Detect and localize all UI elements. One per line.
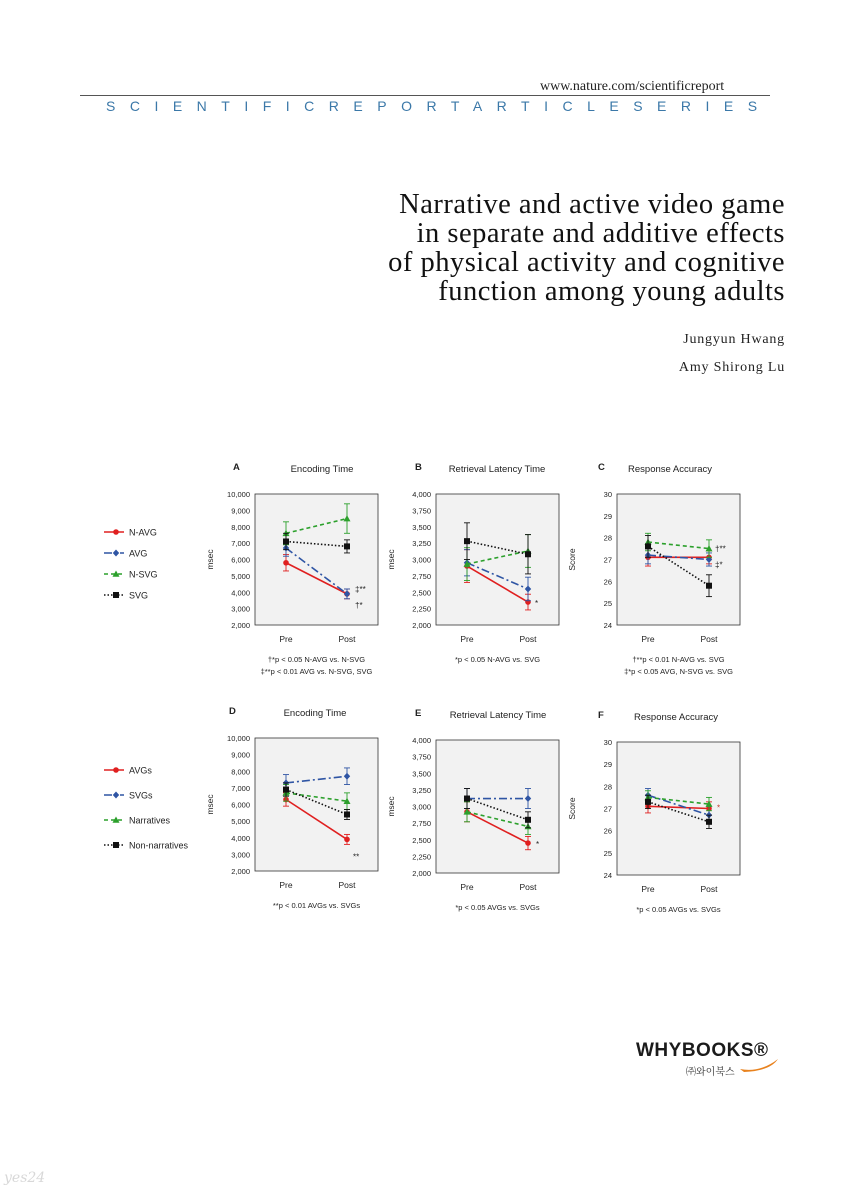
y-tick-label: 4,000 (231, 833, 250, 843)
panel-letter: E (415, 708, 422, 719)
panel-footnote: †**p < 0.01 N-AVG vs. SVG (632, 655, 725, 664)
plot-area (255, 738, 378, 871)
logo-swoosh-icon (740, 1057, 780, 1073)
y-tick-label: 26 (603, 826, 612, 836)
y-tick-label: 6,000 (231, 800, 250, 810)
y-tick-label: 2,500 (412, 588, 431, 598)
y-tick-label: 10,000 (227, 490, 250, 499)
y-axis-label: msec (205, 794, 215, 815)
significance-annotation: ‡* (715, 560, 723, 570)
legend-marker (113, 529, 119, 535)
y-tick-label: 3,250 (412, 785, 431, 795)
y-tick-label: 24 (603, 871, 612, 880)
significance-annotation: †* (355, 600, 363, 610)
y-tick-label: 10,000 (227, 734, 250, 743)
y-tick-label: 4,000 (412, 736, 431, 745)
x-tick-label: Post (519, 634, 537, 644)
data-point (706, 819, 712, 825)
legend-label: N-SVG (129, 569, 158, 580)
panel-title: Encoding Time (290, 464, 354, 475)
panel-title: Retrieval Latency Time (449, 710, 547, 721)
y-tick-label: 2,000 (231, 621, 250, 630)
data-point (283, 787, 289, 793)
panel-letter: A (233, 462, 240, 473)
y-tick-label: 5,000 (231, 571, 250, 581)
legend-marker (113, 592, 119, 598)
author-name: Jungyun Hwang (683, 332, 785, 347)
plot-area (436, 494, 559, 625)
data-point (645, 543, 651, 549)
x-tick-label: Pre (279, 634, 293, 644)
y-tick-label: 2,000 (412, 621, 431, 630)
logo-korean-name: ㈜와이북스 (686, 1067, 735, 1078)
y-tick-label: 2,250 (412, 852, 431, 862)
y-tick-label: 4,000 (231, 588, 250, 598)
y-tick-label: 3,500 (412, 769, 431, 779)
y-tick-label: 2,500 (412, 835, 431, 845)
title-line: Narrative and active video game (399, 189, 785, 220)
panel-footnote: *p < 0.05 AVGs vs. SVGs (455, 903, 540, 912)
y-tick-label: 28 (603, 533, 612, 543)
panel-title: Response Accuracy (634, 712, 718, 723)
x-tick-label: Pre (279, 880, 293, 890)
data-point (525, 840, 531, 846)
y-tick-label: 5,000 (231, 817, 250, 827)
panel-footnote: *p < 0.05 N-AVG vs. SVG (454, 655, 541, 664)
data-point (464, 538, 470, 544)
legend-label: N-AVG (129, 527, 157, 538)
y-tick-label: 24 (603, 621, 612, 630)
y-tick-label: 7,000 (231, 539, 250, 549)
panel-letter: C (598, 462, 605, 473)
y-tick-label: 26 (603, 577, 612, 587)
article-title (305, 190, 785, 306)
y-tick-label: 2,000 (231, 867, 250, 876)
y-axis-label: Score (567, 797, 577, 820)
y-tick-label: 6,000 (231, 555, 250, 565)
y-tick-label: 9,000 (231, 506, 250, 516)
y-tick-label: 28 (603, 782, 612, 792)
y-tick-label: 29 (603, 760, 612, 770)
legend-marker (113, 767, 119, 773)
y-tick-label: 3,250 (412, 539, 431, 549)
author-name: Amy Shirong Lu (678, 360, 785, 375)
y-tick-label: 3,500 (412, 522, 431, 532)
y-tick-label: 3,000 (412, 802, 431, 812)
legend-label: SVG (129, 590, 149, 601)
x-tick-label: Post (700, 884, 718, 894)
x-tick-label: Post (519, 882, 537, 892)
significance-annotation: ‡** (355, 584, 366, 594)
panel-letter: F (598, 710, 604, 721)
legend-label: AVG (129, 548, 148, 559)
y-axis-label: msec (386, 549, 396, 570)
data-point (525, 817, 531, 823)
y-tick-label: 4,000 (412, 490, 431, 499)
significance-annotation: * (535, 599, 539, 609)
data-point (525, 551, 531, 557)
title-line: function among young adults (438, 276, 785, 307)
y-tick-label: 8,000 (231, 767, 250, 777)
publisher-logo (636, 1040, 786, 1080)
significance-annotation: ** (353, 852, 360, 862)
x-tick-label: Post (338, 880, 356, 890)
figure-panels (0, 440, 849, 940)
data-point (706, 583, 712, 589)
legend-label: Narratives (129, 815, 171, 826)
y-tick-label: 2,000 (412, 869, 431, 878)
data-point (464, 796, 470, 802)
panel-footnote: †*p < 0.05 N-AVG vs. N-SVG (267, 655, 366, 664)
x-tick-label: Post (338, 634, 356, 644)
panel-letter: D (229, 706, 236, 717)
y-tick-label: 27 (603, 555, 612, 565)
data-point (344, 811, 350, 817)
data-point (645, 799, 651, 805)
legend-marker (113, 792, 119, 799)
x-tick-label: Post (700, 634, 718, 644)
data-point (344, 837, 350, 843)
y-axis-label: Score (567, 548, 577, 571)
y-tick-label: 7,000 (231, 783, 250, 793)
plot-area (436, 740, 559, 873)
logo-wordmark: WHYBOOKS® (636, 1040, 769, 1061)
y-tick-label: 3,000 (231, 604, 250, 614)
significance-annotation: * (717, 803, 721, 813)
panel-letter: B (415, 462, 422, 473)
y-axis-label: msec (205, 549, 215, 570)
y-tick-label: 9,000 (231, 750, 250, 760)
y-tick-label: 8,000 (231, 522, 250, 532)
panel-title: Retrieval Latency Time (448, 464, 546, 475)
data-point (283, 560, 289, 566)
y-tick-label: 25 (603, 848, 612, 858)
significance-annotation: †** (715, 544, 726, 554)
y-tick-label: 27 (603, 804, 612, 814)
panel-footnote: *p < 0.05 AVGs vs. SVGs (636, 905, 721, 914)
title-line: of physical activity and cognitive (388, 247, 785, 278)
journal-url: www.nature.com/scientificreport (540, 79, 725, 94)
y-tick-label: 2,250 (412, 604, 431, 614)
panel-footnote: **p < 0.01 AVGs vs. SVGs (272, 901, 361, 910)
x-tick-label: Pre (641, 884, 655, 894)
legend-marker (113, 842, 119, 848)
y-tick-label: 30 (603, 490, 612, 499)
panel-title: Response Accuracy (628, 464, 712, 475)
x-tick-label: Pre (460, 882, 474, 892)
y-tick-label: 25 (603, 599, 612, 609)
y-tick-label: 3,000 (231, 850, 250, 860)
legend-label: AVGs (129, 765, 152, 776)
y-tick-label: 29 (603, 511, 612, 521)
panel-footnote: ‡**p < 0.01 AVG vs. N-SVG, SVG (260, 667, 373, 676)
significance-annotation: * (536, 840, 540, 850)
data-point (283, 538, 289, 544)
title-line: in separate and additive effects (416, 218, 785, 249)
legend-label: Non-narratives (129, 840, 189, 851)
panel-footnote: ‡*p < 0.05 AVG, N-SVG vs. SVG (624, 667, 733, 676)
y-tick-label: 2,750 (412, 571, 431, 581)
plot-area (617, 742, 740, 875)
legend-marker (113, 550, 119, 557)
x-tick-label: Pre (641, 634, 655, 644)
y-tick-label: 30 (603, 738, 612, 747)
y-axis-label: msec (386, 796, 396, 817)
watermark: yes24 (4, 1170, 46, 1186)
y-tick-label: 3,000 (412, 555, 431, 565)
y-tick-label: 3,750 (412, 752, 431, 762)
panel-title: Encoding Time (283, 708, 347, 719)
x-tick-label: Pre (460, 634, 474, 644)
header-rule (80, 95, 770, 96)
series-banner: SCIENTIFICREPORTARTICLESERIES (106, 98, 772, 114)
legend-label: SVGs (129, 790, 153, 801)
data-point (344, 543, 350, 549)
y-tick-label: 2,750 (412, 819, 431, 829)
y-tick-label: 3,750 (412, 506, 431, 516)
